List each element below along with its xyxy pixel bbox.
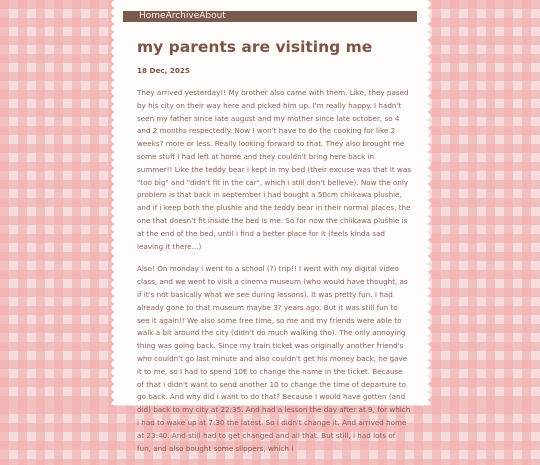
post-body [137, 87, 411, 455]
post-title: my parents are visiting me [137, 38, 373, 56]
post-paragraph: Also! On monday i went to a school (?) trip!! I went with my digital video class, and we went to visit a cinema museum (who would have thought, as if it's not basically what we see during lessons). It was pretty fun. I had already gone to that museum maybe 3? years ago. But it was still fun to see it again!! We also some free time, so me and my friends were able to walk a bit around the city (didn't do much walking tho). The only annoying thing was going back. Since my train ticket was originally another friend's who couldn't go last minute and also couldn't get his money back, he gave it to me, so I had to spend 10€ to change the name in the ticket. Because of that i didn't want to send another 10 to change the time of departure to go back. And why did i want to do that? Because I would have gotten (and did) back to my city at 22:35. And had a lesson the day after at 9, for which i had to wake up at 7:30 the latest. So i didn't change it. And arrived home at 23:40. And still had to get changed and all that. But still, i had lots of fun, and also bought some slippers, which i [137, 264, 411, 453]
post-date: 18 Dec, 2025 [137, 66, 190, 75]
navbar [123, 11, 417, 22]
post-paragraph: They arrived yesterday!! My brother also came with them. Like, they pased by his city on their way here and picked him up. I'm really happy. I hadn't seen my father since late august and my mother since late october, so 4 and 2 months respectedly. Now I won't have to do the cooking for like 2 weeks? more or less. Really looking forward to that. They also brought me some stuff I had left at home and they couldn't bring here back in summer!! Like the teddy bear i kept in my bed (their excuse was that it was "too big" and "didn't fit in the car", which i still don't believe). Now the only problem is that back in september i had bought a 50cm chiikawa plushie, and if i keep both the plushie and the teddy bear in their normal places, the one that doesn't fit inside the bed is me. So for now the chiikawa plushie is at the end of the bed, until i find a better place for it (feels kinda sad leaving it there...) [137, 88, 411, 251]
post [137, 36, 411, 465]
nav-home-link[interactable]: Home [139, 11, 166, 21]
scalloped-border-right [423, 0, 431, 405]
scalloped-border-left [111, 0, 119, 405]
nav-archive-link[interactable]: Archive [165, 11, 200, 21]
blog-page [115, 0, 427, 453]
nav-about-link[interactable]: About [199, 11, 226, 21]
